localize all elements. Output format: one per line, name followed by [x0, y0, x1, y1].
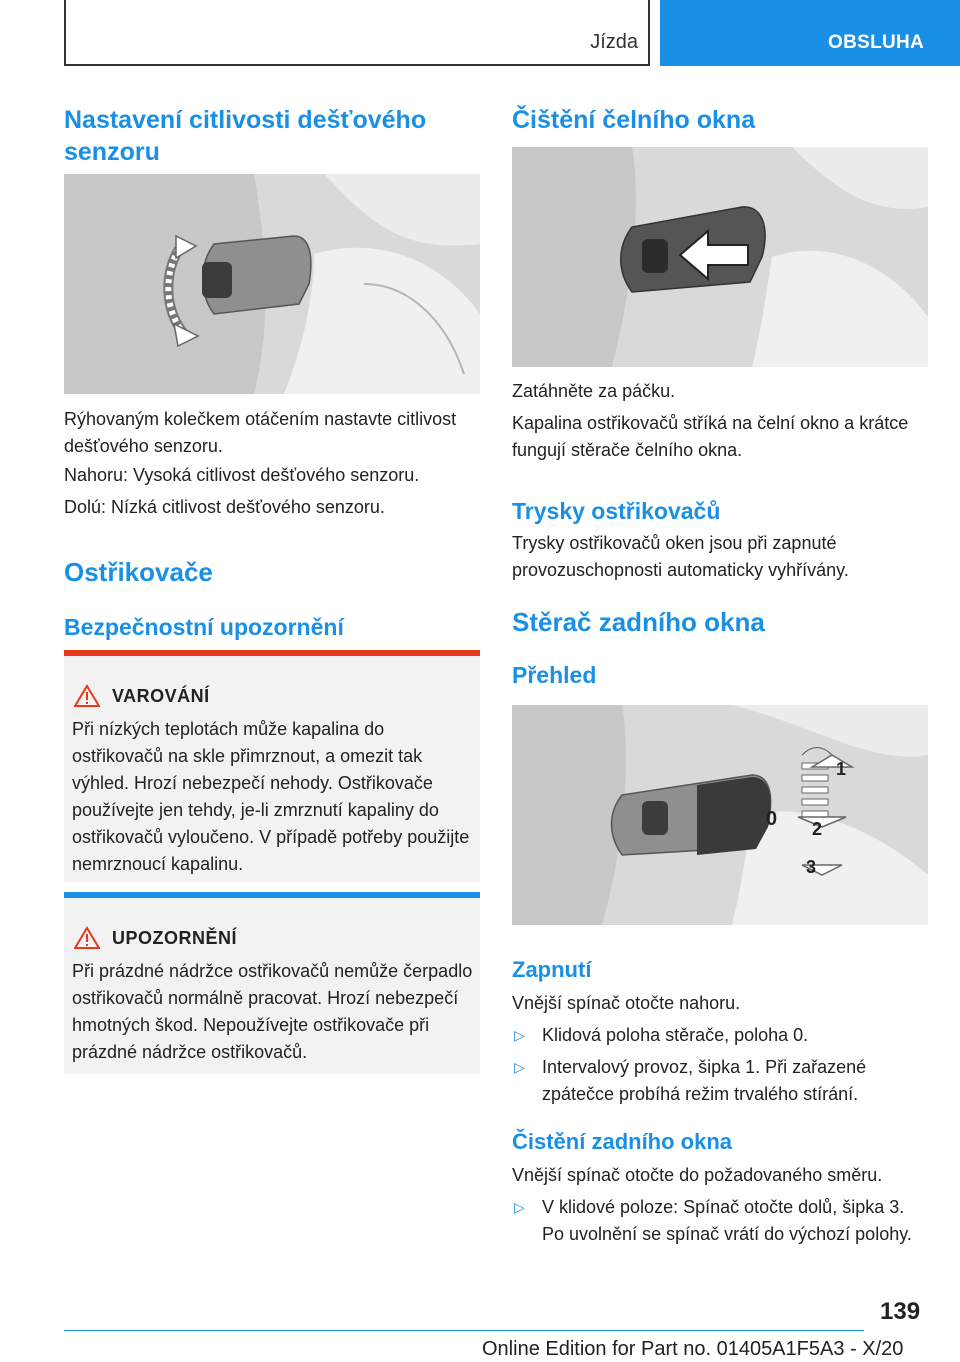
figure-windshield-stalk — [512, 147, 928, 367]
bullet-triangle-icon: ▷ — [514, 1059, 525, 1075]
heading-rear-wiper: Stěrač zadního okna — [512, 607, 765, 637]
fig-label-1: 1 — [836, 759, 847, 779]
fig-label-0: 0 — [766, 808, 778, 830]
header-chapter-tab — [660, 0, 960, 66]
text-rain-down: Dolú: Nízká citlivost dešťového senzoru. — [64, 497, 385, 517]
note-body: Při prázdné nádržce ostřikovačů nemůže čerpadlo ostřikovačů normálně pracovat. Hrozí nebezpečí hmotných škod. Nepoužívejte ostřikovače při prázdné nádržce ostřikovačů. — [72, 961, 473, 1062]
warning-body: Při nízkých teplotách může kapalina do ostřikovačů na skle přimrznout, a omezit tak výhled. Hrozí nebezpečí nehody. Ostřikovače používejte jen tehdy, je-li zmrznutí kapaliny do ostřikovačů vyloučeno. V případě potřeby použijte nemrznoucí kapalinu. — [72, 719, 470, 874]
stalk-wheel-illustration — [64, 174, 480, 394]
text-pull-stalk: Zatáhněte za páčku. — [512, 381, 676, 401]
list-item-rear-1: ▷ V klidové poloze: Spínač otočte dolů, šipka 3. Po uvolnění se spínač vrátí do výchozí polohy. — [512, 1194, 928, 1248]
bullet-triangle-icon: ▷ — [514, 1027, 525, 1043]
warning-title: VAROVÁNÍ — [112, 686, 210, 706]
list-item-on-2: ▷ Intervalový provoz, šipka 1. Při zařazené zpátečce probíhá režim trvalého stírání. — [512, 1054, 928, 1108]
heading-rain-sensor: Nastavení citlivosti dešťového senzoru — [64, 106, 427, 166]
heading-switch-on: Zapnutí — [512, 957, 592, 982]
text-washer-jets: Trysky ostřikovačů oken jsou při zapnuté provozuschopnosti automaticky vyhřívány. — [512, 533, 849, 580]
warning-triangle-icon — [74, 684, 100, 708]
text-switch-on: Vnější spínač otočte nahoru. — [512, 993, 741, 1013]
figure-rain-sensor-wheel — [64, 174, 480, 394]
heading-safety: Bezpečnostní upozornění — [64, 614, 344, 640]
text-rain-adjust: Rýhovaným kolečkem otáčením nastavte citlivost dešťového senzoru. — [64, 409, 457, 456]
rear-wiper-illustration — [512, 705, 928, 925]
text-rain-up: Nahoru: Vysoká citlivost dešťového senzoru. — [64, 465, 420, 485]
note-title: UPOZORNĚNÍ — [112, 928, 238, 948]
footer-divider — [64, 1330, 864, 1331]
note-triangle-icon — [74, 926, 100, 950]
warning-box — [64, 650, 480, 882]
header-section-box — [64, 0, 650, 66]
heading-washer-jets: Trysky ostřikovačů — [512, 498, 721, 524]
header-chapter-title: OBSLUHA — [828, 32, 925, 53]
page-number: 139 — [880, 1298, 921, 1325]
list-item-on-1: ▷ Klidová poloha stěrače, poloha 0. — [512, 1022, 928, 1049]
fig-label-2: 2 — [812, 819, 823, 839]
fig-label-3: 3 — [806, 857, 817, 877]
stalk-pull-illustration — [512, 147, 928, 367]
note-box — [64, 892, 480, 1074]
heading-washers: Ostřikovače — [64, 557, 213, 587]
heading-windshield-cleaning: Čištění čelního okna — [512, 106, 756, 134]
footer-edition: Online Edition for Part no. 01405A1F5A3 - X/20 — [482, 1338, 904, 1360]
bullet-triangle-icon: ▷ — [514, 1199, 525, 1215]
figure-rear-wiper-switch — [512, 705, 928, 925]
text-washer-fluid: Kapalina ostřikovačů stříká na čelní okno a krátce fungují stěrače čelního okna. — [512, 413, 909, 460]
heading-overview: Přehled — [512, 662, 597, 688]
heading-rear-cleaning: Čistění zadního okna — [512, 1129, 733, 1154]
header-section-title: Jízda — [590, 31, 638, 53]
text-rear-cleaning: Vnější spínač otočte do požadovaného směru. — [512, 1165, 883, 1185]
